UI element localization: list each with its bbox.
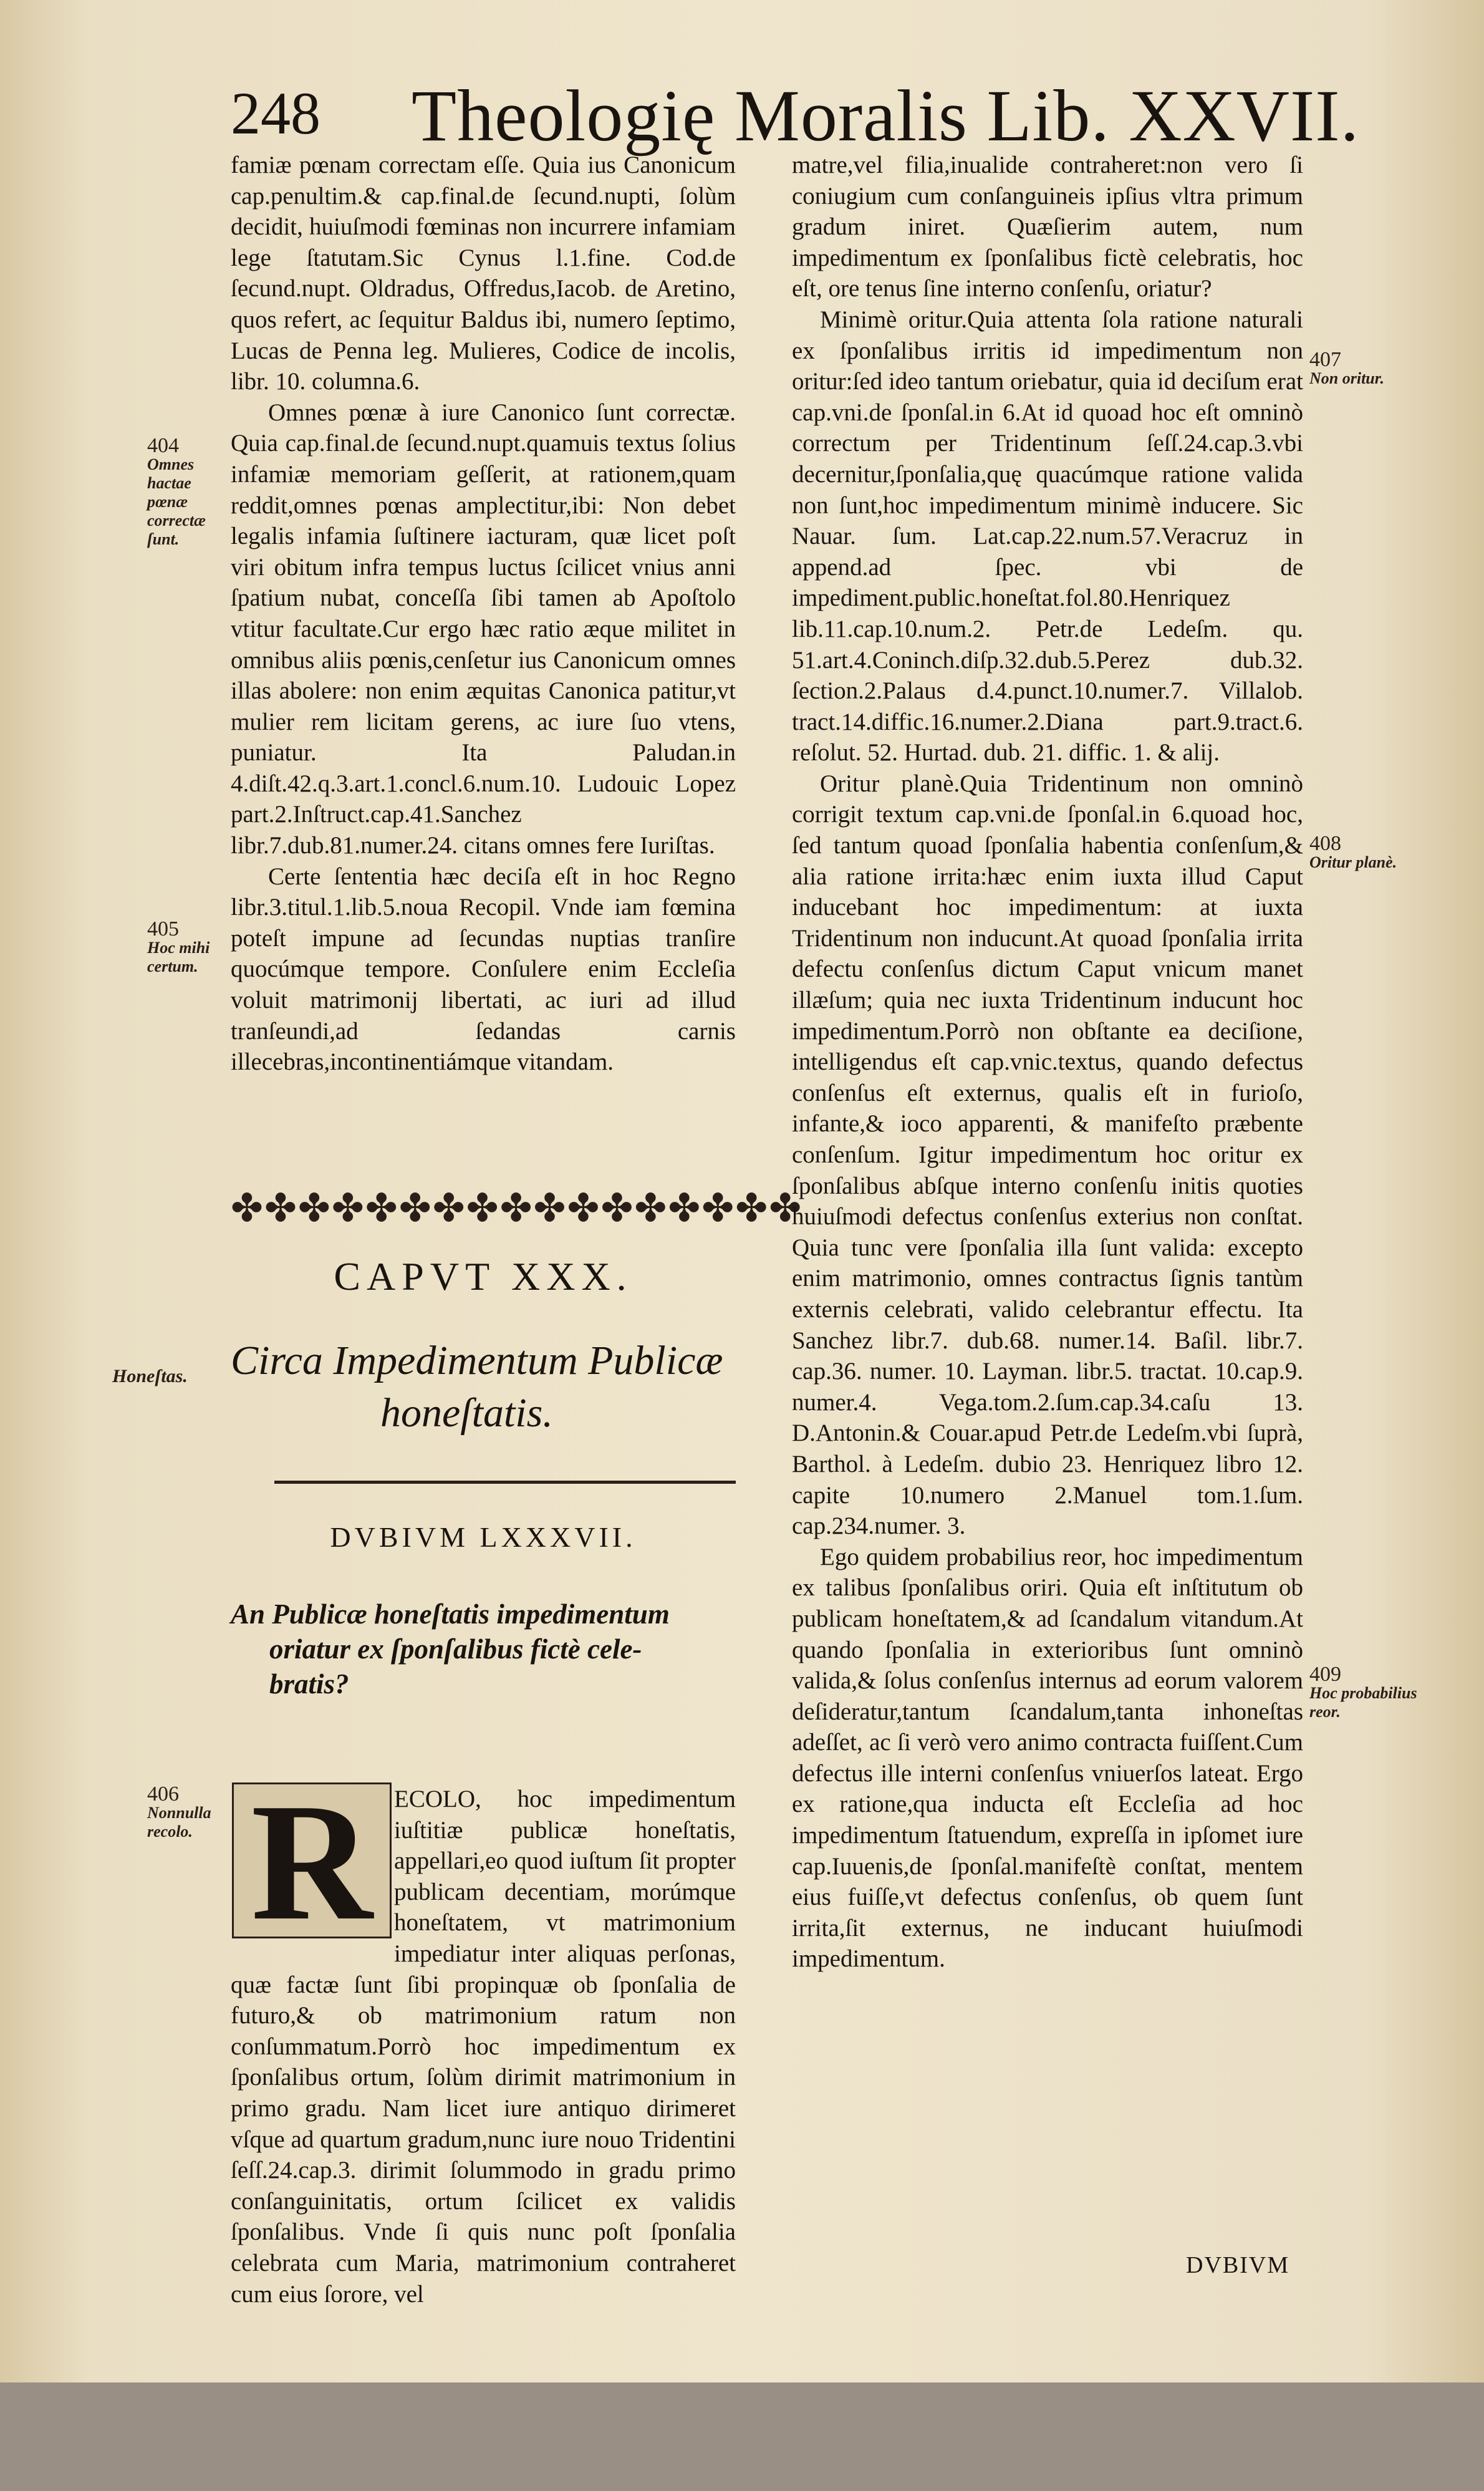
scan-background	[0, 2382, 1484, 2491]
right-paragraph-2: Minimè oritur.Quia attenta ſola ratione naturali ex ſponſalibus irritis id impedimentum non oritur:ſed ideo tantum oriebatur, quia id deciſum erat cap.vni.de ſponſal.in 6.At id quoad hoc eſt omninò correctum per Tridentinum ſeſſ.24.cap.3.vbi decernitur,ſponſalia,quę quacúmque ratione valida non ſunt,hoc impedimentum minimè inducere. Sic Nauar. ſum. Lat.cap.22.num.57.Veracruz in append.ad ſpec. vbi de impediment.public.honeſtat.fol.80.Henriquez lib.11.cap.10.num.2. Petr.de Ledeſm. qu. 51.art.4.Coninch.diſp.32.dub.5.Perez dub.32. ſection.2.Palaus d.4.punct.10.numer.7. Villalob. tract.14.diffic.16.numer.2.Diana part.9.tract.6. reſolut. 52. Hurtad. dub. 21. diffic. 1. & alij.	[792, 306, 1303, 767]
question-line-1: An Publicæ honeſtatis impedimentum	[231, 1599, 670, 1630]
left-bottom-paragraph	[231, 1784, 736, 2310]
left-paragraph-1: famiæ pœnam correctam eſſe. Quia ius Canonicum cap.penultim.& cap.final.de ſecund.nupti, ſolùm decidit, huiuſmodi fœminas non incurrere infamiam lege ſtatutam.Sic Cynus l.1.fine. Cod.de ſecund.nupt. Oldradus, Offredus,Iacob. de Aretino, quos refert, ac ſequitur Baldus ibi, numero ſeptimo, Lucas de Penna leg. Mulieres, Codice de incolis, libr. 10. columna.6.	[231, 152, 736, 395]
left-paragraph-2: Omnes pœnæ à iure Canonico ſunt correctæ. Quia cap.final.de ſecund.nupt.quamuis textus ſolius infamiæ memoriam geſſerit, at rationem,quam reddit,omnes pœnas amplectitur,ibi: Non debet legalis infamia ſuſtinere iacturam, quæ licet poſt viri obitum infra tempus luctus ſcilicet vnius anni ſpatium nubat, conceſſa ſibi tamen ab Apoſtolo vtitur facultate.Cur ergo hæc ratio æque militet in omnibus aliis pœnis,cenſetur ius Canonicum omnes illas abolere: non enim æquitas Canonica patitur,vt mulier rem licitam gerens, ac iure ſuo vtens, puniatur. Ita Paludan.in 4.diſt.42.q.3.art.1.concl.6.num.10. Ludouic Lopez part.2.Inſtruct.cap.41.Sanchez libr.7.dub.81.numer.24. citans omnes fere Iuriſtas.	[231, 399, 736, 859]
right-column	[792, 150, 1303, 1975]
right-paragraph-1: matre,vel filia,inualide contraheret:non vero ſi coniugium cum conſanguineis ipſius vltra primum gradum iniret. Quæſierim autem, num impedimentum ex ſponſalibus fictè celebratis, hoc eſt, ore tenus ſine interno conſenſu, oriatur?	[792, 152, 1303, 302]
right-paragraph-3: Oritur planè.Quia Tridentinum non omninò corrigit textum cap.vni.de ſponſal.in 6.quoad hoc, ſed tantum quoad ſponſalia habentia conſenſum,& alia ratione irrita:hæc enim iuxta illud Caput inducebant hoc impedimentum: at iuxta Tridentinum non inducunt.At quoad ſponſalia irrita defectu conſenſus dictum Caput vnicum manet illæſum; quia nec iuxta Tridentinum inducunt hoc impedimentum.Porrò non obſtante ea deciſione, intelligendus eſt cap.vnic.textus, quando defectus conſenſus eſt externus, qualis eſt in furioſo, infante,& ioco apparenti, & manifeſto præbente conſenſum. Igitur impedimentum hoc oritur ex ſponſalibus abſque interno conſenſu initis quoties huiuſmodi defectus conſenſus exterius non conſtat. Quia tunc vere ſponſalia illa ſunt valida: excepto enim matrimonio, omnes contractus ſignis tantùm externis celebrati, valido celebrantur effectu. Ita Sanchez libr.7. dub.68. numer.14. Baſil. libr.7. cap.36. numer. 10. Layman. libr.5. tractat. 10.cap.9. numer.4. Vega.tom.2.ſum.cap.34.caſu 13. D.Antonin.& Couar.apud Petr.de Ledeſm.vbi ſuprà, Barthol. à Ledeſm. dubio 23. Henriquez libro 12. capite 10.numero 2.Manuel tom.1.ſum. cap.234.numer. 3.	[792, 770, 1303, 1540]
catchword: DVBIVM	[1186, 2252, 1290, 2278]
margin-note-408: 408 Oritur planè.	[1309, 832, 1397, 871]
margin-note-409: 409 Hoc probabilius reor.	[1309, 1663, 1417, 1721]
left-column-top	[231, 150, 736, 1078]
question-line-3: bratis?	[269, 1668, 349, 1700]
left-column-bottom	[231, 1784, 736, 2310]
chapter-title-line-2: honeſtatis.	[380, 1390, 553, 1436]
margin-note-405: 405 Hoc mihi certum.	[147, 917, 210, 975]
left-paragraph-3: Certe ſententia hæc deciſa eſt in hoc Regno libr.3.titul.1.lib.5.noua Recopil. Vnde iam fœmina poteſt impune ad ſecundas nuptias tranſire quocúmque tempore. Conſulere enim Eccleſia voluit matrimonij libertati, ac iuri ad illud tranſeundi,ad ſedandas carnis illecebras,incontinentiámque vitandam.	[231, 863, 736, 1076]
dubium-heading: DVBIVM LXXXVII.	[330, 1521, 637, 1553]
chapter-title-line-1: Circa Impedimentum Publicæ	[231, 1338, 723, 1383]
page-number: 248	[231, 80, 320, 147]
chapter-heading: CAPVT XXX.	[334, 1254, 633, 1299]
right-paragraph-4: Ego quidem probabilius reor, hoc impedimentum ex talibus ſponſalibus oriri. Quia eſt inſtitutum ob publicam honeſtatem,& ad ſcandalum vitandum.At quando ſponſalia in exterioribus ſunt omninò valida,& ſolus conſenſus internus ad eorum valorem deſideratur,tantum ſcandalum,tanta inhoneſtas adeſſet, ac ſi verò vero animo contracta fuiſſent.Cum defectus ille interni conſenſus vniuerſos lateat. Ergo ex ratione,qua inducta eſt Eccleſia ad hoc impedimentum ſtatuendum, expreſſa in ipſomet iure cap.Iuuenis,de ſponſal.manifeſtè conſtat, mentem eius fuiſſe,vt defectus conſenſus, ob quem ſunt irrita,ſit externus, ne inducant huiuſmodi impedimentum.	[792, 1543, 1303, 1973]
ornament-band: ✤✤✤✤✤✤✤✤✤✤✤✤✤✤✤✤✤	[231, 1185, 803, 1231]
left-bottom-text: ECOLO, hoc impedimentum iuſtitiæ publicæ honeſtatis, appellari,eo quod iuſtum ſit propter publicam decentiam, morúmque honeſtatem, vt matrimonium impediatur inter aliquas perſonas, quæ factæ ſunt ſibi propinquæ ob ſponſalia de futuro,& ob matrimonium ratum non conſummatum.Porrò hoc impedimentum ex ſponſalibus ortum, ſolùm dirimit matrimonium in primo gradu. Nam licet iure antiquo dirimeret vſque ad quartum gradum,nunc iure nouo Tridentini ſeſſ.24.cap.3. dirimit ſolummodo in gradu primo conſanguinitatis, ortum ſcilicet ex validis ſponſalibus. Vnde ſi quis nunc poſt ſponſalia celebrata cum Maria, matrimonium contraheret cum eius ſorore, vel	[231, 1786, 736, 2308]
dubium-question	[231, 1597, 736, 1701]
dropcap-indent	[231, 1784, 394, 1938]
margin-note-honestas: Honeſtas.	[112, 1366, 188, 1386]
chapter-title	[231, 1335, 736, 1439]
question-line-2: oriatur ex ſponſalibus fictè cele-	[269, 1633, 642, 1665]
initial-letter: R	[251, 1769, 373, 1955]
margin-note-406: 406 Nonnulla recolo.	[147, 1782, 211, 1840]
running-head: Theologię Moralis Lib. XXVII.	[412, 75, 1360, 157]
margin-note-404: 404 Omnes hactae pœnæ correctæ ſunt.	[147, 434, 206, 548]
divider-rule	[274, 1481, 736, 1484]
margin-note-407: 407 Non oritur.	[1309, 348, 1384, 387]
